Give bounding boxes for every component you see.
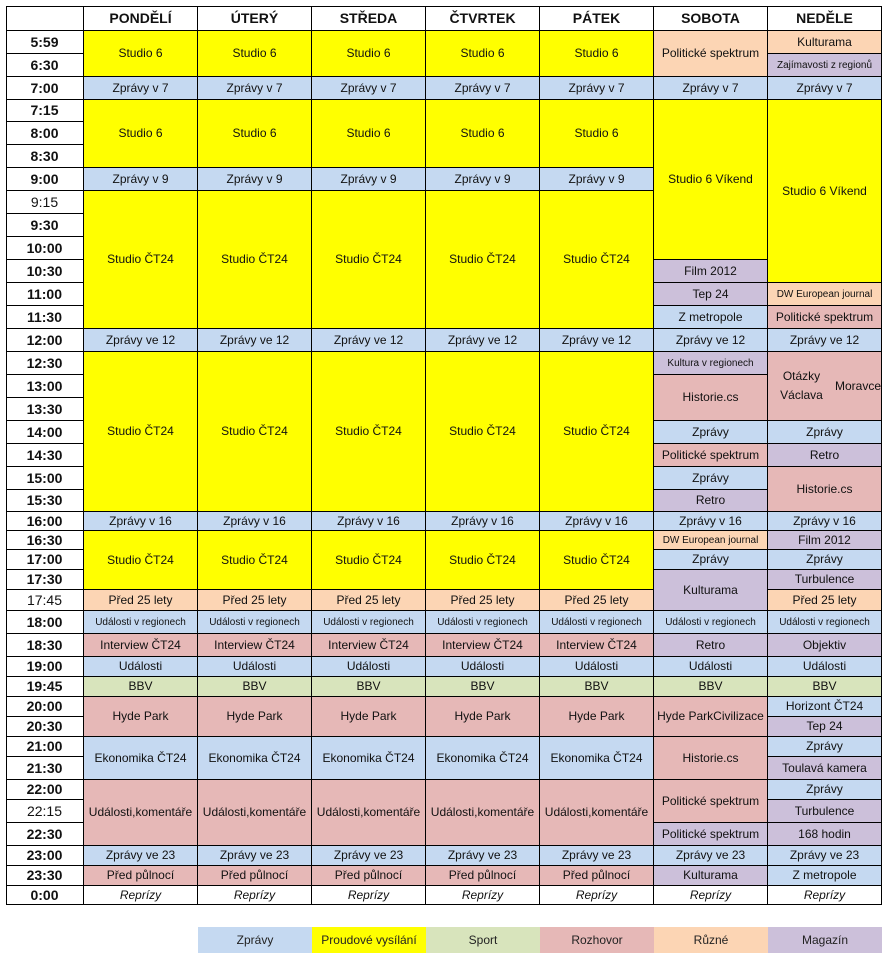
program-label-line: Události, (202, 805, 250, 819)
program-cell: Zprávy (654, 550, 768, 570)
program-cell: Zprávy v 16 (84, 512, 198, 531)
program-cell: Zprávy ve 12 (654, 329, 768, 352)
program-cell: DW European journal (654, 531, 768, 550)
program-cell: Události v regionech (84, 611, 198, 634)
program-cell: Zprávy ve 23 (84, 846, 198, 866)
time-label: 23:00 (6, 846, 84, 866)
program-cell: Studio ČT24 (426, 531, 540, 590)
program-cell: Turbulence (768, 570, 882, 590)
program-cell: Zajímavosti z regionů (768, 54, 882, 77)
program-cell: Před 25 lety (426, 590, 540, 611)
program-cell: Film 2012 (654, 260, 768, 283)
program-cell: Studio 6 (84, 31, 198, 77)
program-cell: Ekonomika ČT24 (198, 737, 312, 780)
program-cell: Zprávy v 9 (540, 168, 654, 191)
time-label: 6:30 (6, 54, 84, 77)
program-cell: Před půlnocí (84, 866, 198, 886)
program-label-line: Události, (88, 805, 136, 819)
program-cell: Události v regionech (426, 611, 540, 634)
program-cell: Kulturama (654, 866, 768, 886)
program-cell: BBV (84, 677, 198, 697)
time-label: 11:00 (6, 283, 84, 306)
time-label: 7:00 (6, 77, 84, 100)
program-cell: Hyde Park (198, 697, 312, 737)
program-cell: Zprávy v 7 (84, 77, 198, 100)
program-cell: Retro (654, 634, 768, 657)
program-cell: Reprízy (84, 886, 198, 905)
time-label: 5:59 (6, 31, 84, 54)
program-label-line: Hyde Park (657, 709, 714, 723)
program-cell: BBV (312, 677, 426, 697)
program-cell: Zprávy v 7 (768, 77, 882, 100)
program-cell: DW European journal (768, 283, 882, 306)
time-label: 17:45 (6, 590, 84, 611)
time-label: 11:30 (6, 306, 84, 329)
program-cell: Události (768, 657, 882, 677)
program-cell: Ekonomika ČT24 (540, 737, 654, 780)
program-cell: Události (84, 657, 198, 677)
program-cell: Studio ČT24 (540, 531, 654, 590)
program-cell: Před půlnocí (198, 866, 312, 886)
program-cell: Horizont ČT24 (768, 697, 882, 717)
program-cell: Zprávy v 16 (768, 512, 882, 531)
program-cell: Reprízy (540, 886, 654, 905)
program-cell: BBV (198, 677, 312, 697)
program-cell: Studio ČT24 (312, 352, 426, 512)
program-cell: Historie.cs (768, 467, 882, 512)
day-header: NEDĚLE (768, 6, 882, 31)
program-cell: Film 2012 (768, 531, 882, 550)
day-header: PONDĚLÍ (84, 6, 198, 31)
program-cell: Turbulence (768, 800, 882, 823)
program-cell: Zprávy ve 23 (198, 846, 312, 866)
program-cell: Politické spektrum (768, 306, 882, 329)
program-cell: Studio 6 (312, 31, 426, 77)
program-cell: Politické spektrum (654, 444, 768, 467)
program-cell: Zprávy (768, 421, 882, 444)
time-label: 20:00 (6, 697, 84, 717)
program-cell: Historie.cs (654, 375, 768, 421)
program-cell: Reprízy (312, 886, 426, 905)
program-cell: Události (654, 657, 768, 677)
time-label: 15:30 (6, 490, 84, 512)
time-label: 13:00 (6, 375, 84, 398)
program-cell: BBV (768, 677, 882, 697)
time-label: 0:00 (6, 886, 84, 905)
program-label-line: komentáře (477, 805, 535, 819)
program-cell: Zprávy ve 23 (654, 846, 768, 866)
program-cell: Události v regionech (312, 611, 426, 634)
program-cell: Zprávy (768, 737, 882, 757)
time-label: 22:15 (6, 800, 84, 823)
program-cell: Studio ČT24 (426, 352, 540, 512)
program-cell: Studio ČT24 (312, 191, 426, 329)
time-label: 12:30 (6, 352, 84, 375)
program-cell: Tep 24 (768, 717, 882, 737)
program-label-line: komentáře (363, 805, 421, 819)
time-label: 23:30 (6, 866, 84, 886)
program-cell: Studio 6 (84, 100, 198, 168)
program-cell: Studio ČT24 (198, 191, 312, 329)
program-cell (426, 780, 540, 846)
program-cell: Hyde Park (426, 697, 540, 737)
legend-item: Proudové vysílání (312, 927, 426, 953)
program-cell: Zprávy v 7 (198, 77, 312, 100)
program-cell: 168 hodin (768, 823, 882, 846)
program-cell: Kultura v regionech (654, 352, 768, 375)
time-label: 15:00 (6, 467, 84, 490)
time-label: 21:30 (6, 757, 84, 780)
program-cell: Zprávy ve 23 (426, 846, 540, 866)
program-cell: Zprávy ve 23 (768, 846, 882, 866)
program-label-line: Otázky Václava (780, 369, 823, 402)
time-label: 16:30 (6, 531, 84, 550)
program-cell: Zprávy (654, 421, 768, 444)
program-cell: Zprávy ve 12 (312, 329, 426, 352)
program-cell (198, 780, 312, 846)
day-header: SOBOTA (654, 6, 768, 31)
program-cell: Studio 6 Víkend (768, 100, 882, 283)
time-label: 22:00 (6, 780, 84, 800)
program-cell: Události v regionech (198, 611, 312, 634)
corner-cell (6, 6, 84, 31)
program-cell: Studio ČT24 (84, 191, 198, 329)
program-cell: Hyde Park (312, 697, 426, 737)
program-cell: Události v regionech (654, 611, 768, 634)
program-cell: Zprávy v 16 (540, 512, 654, 531)
program-cell: Před 25 lety (84, 590, 198, 611)
program-cell (654, 697, 768, 737)
time-label: 17:30 (6, 570, 84, 590)
day-header: ÚTERÝ (198, 6, 312, 31)
program-cell: Z metropole (768, 866, 882, 886)
program-cell: Zprávy (768, 550, 882, 570)
program-cell: Zprávy v 16 (312, 512, 426, 531)
program-cell: BBV (540, 677, 654, 697)
day-header: STŘEDA (312, 6, 426, 31)
program-cell: Studio 6 (198, 31, 312, 77)
program-cell: Zprávy ve 12 (540, 329, 654, 352)
program-cell: Reprízy (654, 886, 768, 905)
program-cell: Zprávy v 9 (312, 168, 426, 191)
program-cell: Ekonomika ČT24 (84, 737, 198, 780)
time-label: 9:00 (6, 168, 84, 191)
program-cell: Retro (768, 444, 882, 467)
time-label: 14:30 (6, 444, 84, 467)
legend-item: Různé (654, 927, 768, 953)
time-label: 19:00 (6, 657, 84, 677)
program-label-line: Události, (430, 805, 478, 819)
program-cell: Reprízy (768, 886, 882, 905)
time-label: 22:30 (6, 823, 84, 846)
legend-item: Sport (426, 927, 540, 953)
program-cell: Toulavá kamera (768, 757, 882, 780)
program-cell: Před půlnocí (540, 866, 654, 886)
program-cell: Kulturama (654, 570, 768, 611)
time-label: 18:00 (6, 611, 84, 634)
program-cell (84, 780, 198, 846)
program-cell: Zprávy ve 23 (540, 846, 654, 866)
program-cell: Zprávy ve 12 (198, 329, 312, 352)
program-cell: Před 25 lety (768, 590, 882, 611)
time-label: 8:00 (6, 122, 84, 145)
legend-item: Rozhovor (540, 927, 654, 953)
program-cell: Studio 6 (426, 100, 540, 168)
program-cell: Zprávy v 16 (198, 512, 312, 531)
legend-item: Magazín (768, 927, 882, 953)
day-header: PÁTEK (540, 6, 654, 31)
time-label: 9:30 (6, 214, 84, 237)
legend-item: Zprávy (198, 927, 312, 953)
program-cell: Zprávy ve 12 (84, 329, 198, 352)
time-label: 21:00 (6, 737, 84, 757)
program-cell: Studio 6 (198, 100, 312, 168)
program-cell: Studio ČT24 (198, 531, 312, 590)
program-cell: Studio 6 (540, 31, 654, 77)
program-cell: Hyde Park (84, 697, 198, 737)
program-cell (540, 780, 654, 846)
program-cell: Zprávy v 7 (426, 77, 540, 100)
program-cell: Zprávy v 7 (654, 77, 768, 100)
program-cell: Studio 6 (540, 100, 654, 168)
program-cell: Před půlnocí (426, 866, 540, 886)
program-cell: Zprávy v 9 (84, 168, 198, 191)
program-cell: Zprávy ve 12 (768, 329, 882, 352)
program-cell: Politické spektrum (654, 823, 768, 846)
program-cell: Události v regionech (768, 611, 882, 634)
program-cell: Politické spektrum (654, 780, 768, 823)
program-cell: Tep 24 (654, 283, 768, 306)
program-cell: Politické spektrum (654, 31, 768, 77)
program-cell: Historie.cs (654, 737, 768, 780)
time-label: 12:00 (6, 329, 84, 352)
program-cell: Zprávy v 16 (426, 512, 540, 531)
program-cell: Hyde Park (540, 697, 654, 737)
program-label-line: Civilizace (713, 709, 764, 723)
program-cell: Ekonomika ČT24 (312, 737, 426, 780)
program-cell: BBV (654, 677, 768, 697)
program-cell: Zprávy v 9 (198, 168, 312, 191)
program-cell: Události (540, 657, 654, 677)
program-cell: Studio 6 (426, 31, 540, 77)
program-cell: Před půlnocí (312, 866, 426, 886)
time-label: 19:45 (6, 677, 84, 697)
program-cell: Z metropole (654, 306, 768, 329)
program-label-line: komentáře (249, 805, 307, 819)
program-cell: Události v regionech (540, 611, 654, 634)
program-cell: Zprávy v 9 (426, 168, 540, 191)
program-cell: Zprávy (768, 780, 882, 800)
program-label-line: komentáře (135, 805, 193, 819)
program-cell: Reprízy (198, 886, 312, 905)
program-cell: Kulturama (768, 31, 882, 54)
program-cell: Události (426, 657, 540, 677)
program-cell: Zprávy v 7 (312, 77, 426, 100)
program-cell: Zprávy v 16 (654, 512, 768, 531)
day-header: ČTVRTEK (426, 6, 540, 31)
program-cell: Před 25 lety (198, 590, 312, 611)
program-label-line: Moravce (834, 378, 881, 393)
program-cell: Ekonomika ČT24 (426, 737, 540, 780)
program-label-line: komentáře (591, 805, 649, 819)
program-cell: Studio ČT24 (84, 531, 198, 590)
time-label: 16:00 (6, 512, 84, 531)
program-cell: Události (198, 657, 312, 677)
program-cell: Před 25 lety (312, 590, 426, 611)
time-label: 9:15 (6, 191, 84, 214)
program-cell: Retro (654, 490, 768, 512)
program-label-line: Události, (544, 805, 592, 819)
program-cell: Studio ČT24 (84, 352, 198, 512)
program-cell: Interview ČT24 (198, 634, 312, 657)
program-cell: Interview ČT24 (540, 634, 654, 657)
program-cell: Studio 6 (312, 100, 426, 168)
program-cell: Studio 6 Víkend (654, 100, 768, 260)
time-label: 10:00 (6, 237, 84, 260)
program-cell: Zprávy v 7 (540, 77, 654, 100)
program-cell: Studio ČT24 (540, 352, 654, 512)
time-label: 20:30 (6, 717, 84, 737)
program-cell: Objektiv (768, 634, 882, 657)
program-cell: Studio ČT24 (312, 531, 426, 590)
program-cell: BBV (426, 677, 540, 697)
program-cell (312, 780, 426, 846)
time-label: 8:30 (6, 145, 84, 168)
program-cell: Studio ČT24 (540, 191, 654, 329)
time-label: 10:30 (6, 260, 84, 283)
program-cell: Interview ČT24 (426, 634, 540, 657)
program-cell: Interview ČT24 (312, 634, 426, 657)
program-label-line: Události, (316, 805, 364, 819)
time-label: 14:00 (6, 421, 84, 444)
program-cell: Studio ČT24 (426, 191, 540, 329)
program-cell: Reprízy (426, 886, 540, 905)
time-label: 18:30 (6, 634, 84, 657)
program-cell: Zprávy (654, 467, 768, 490)
program-cell: Studio ČT24 (198, 352, 312, 512)
time-label: 7:15 (6, 100, 84, 122)
program-cell: Před 25 lety (540, 590, 654, 611)
time-label: 13:30 (6, 398, 84, 421)
time-label: 17:00 (6, 550, 84, 570)
program-cell: Události (312, 657, 426, 677)
program-cell: Zprávy ve 23 (312, 846, 426, 866)
program-cell: Zprávy ve 12 (426, 329, 540, 352)
program-cell: Interview ČT24 (84, 634, 198, 657)
program-cell (768, 352, 882, 421)
